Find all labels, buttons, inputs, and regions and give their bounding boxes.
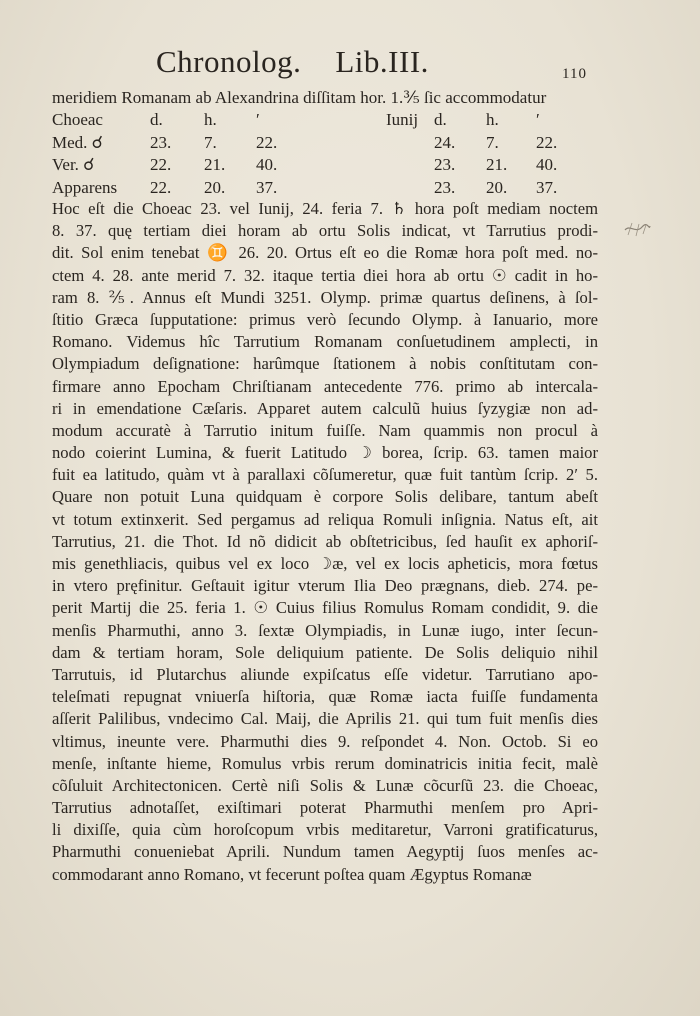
text-line: nodo coierint Lumina, & fuerit Latitudo ☽ borea, ſcrip. 63. tamen maior: [52, 443, 598, 463]
table-cell: h.: [486, 110, 499, 130]
text-line: fuit ea latitudo, quàm vt à parallaxi cõſumeretur, quæ fuit tantùm ſcrip. 2ʹ 5.: [52, 465, 598, 485]
conjunction-table: [52, 109, 596, 199]
text-line: modum accuratè à Tarrutio initum fuiſſe. Nam quammis non procul à: [52, 420, 598, 440]
intro-line: meridiem Romanam ab Alexandrina diſſitam hor. 1.⅗ ſic accommodatur: [52, 88, 547, 107]
text-line: Romano. Videmus hîc Tarrutium Romanam conſuetudinem amplecti, in: [52, 332, 598, 352]
table-cell: Apparens: [52, 178, 118, 198]
text-line: dam & tertiam horam, Sole deliquium patiente. De Solis deliquio nihil: [52, 642, 598, 662]
text-line: 8. 37. quę tertiam diei horam ab ortu Solis indicat, vt Tarrutius prodi-: [52, 221, 598, 241]
marginal-ink-mark: [622, 218, 652, 240]
table-cell: h.: [204, 110, 217, 130]
text-line: ri in emendatione Cæſaris. Apparet autem calculũ huius ſyzygiæ non ad-: [52, 398, 598, 418]
table-cell: 22.: [256, 132, 278, 152]
text-line: ſtitio Græca ſupputatione: primus verò ſecundo Olymp. à Ianuario, more: [52, 309, 598, 329]
text-line: dit. Sol enim tenebat ♊ 26. 20. Ortus eſt eo die Romæ hora poſt med. no-: [52, 243, 598, 263]
table-cell: ʹ: [256, 110, 260, 130]
table-cell: [386, 154, 434, 177]
text-line: menſe, inſtante hieme, Romulus vrbis rerum dominatricis initia fecit, malè: [52, 753, 598, 773]
page-header: [0, 44, 700, 88]
table-cell: d.: [434, 110, 447, 130]
table-cell: Ver. ☌: [52, 155, 95, 175]
running-title: Chronolog.: [156, 44, 302, 79]
table-row: [52, 132, 596, 155]
table-cell: Med. ☌: [52, 132, 104, 152]
table-cell: 7.: [486, 132, 499, 152]
text-line: Olympiadum deſignatione: harûmque ſtationem à nobis conſtitutam con-: [52, 354, 598, 374]
text-line: Quare non potuit Luna quidquam è corpore Solis delibare, tantum abeſt: [52, 487, 598, 507]
table-row: [52, 109, 596, 132]
text-line: Tarrutius adnotaſſet, exiſtimari poterat Pharmuthi menſem pro Apri-: [52, 798, 598, 818]
table-cell: 20.: [204, 178, 226, 198]
text-line: Tarrutius, 21. die Thot. Id nõ didicit ab obſtetricibus, ſed hauſit ex aphoriſ-: [52, 531, 598, 551]
text-line: in vtero pręfinitur. Geſtauit igitur vterum Ilia Deo prægnans, dieb. 274. pe-: [52, 576, 598, 596]
table-cell: [386, 177, 434, 200]
text-line: mis genethliacis, quibus vel ex loco ☽æ, vel ex locis apheticis, mora fœtus: [52, 554, 598, 573]
text-line: aſſerit Palilibus, vndecimo Cal. Maij, die Aprilis 21. qui tum fuit menſis dies: [52, 709, 598, 729]
table-cell: 23.: [434, 178, 456, 198]
table-cell: 37.: [256, 178, 278, 198]
running-head: [156, 44, 429, 80]
table-row: [52, 177, 596, 200]
table-cell: 22.: [150, 178, 172, 198]
table-cell: 21.: [486, 155, 508, 175]
text-line: cõſuluit Architectonicen. Certè niſi Solis & Lunæ cõcurſũ 23. die Choeac,: [52, 775, 598, 795]
text-line: menſis Pharmuthi, anno 3. ſextæ Olympiadis, in Lunæ iugo, inter ſecun-: [52, 620, 598, 640]
text-line: Hoc eſt die Choeac 23. vel Iunij, 24. feria 7. ♄ hora poſt mediam noctem: [52, 199, 598, 218]
table-cell: 23.: [150, 132, 172, 152]
table-cell: 20.: [486, 178, 508, 198]
text-line: ctem 4. 28. ante merid 7. 32. itaque tertia diei hora ab ortu ☉ cadit in ho-: [52, 265, 598, 285]
table-cell: 21.: [204, 155, 226, 175]
text-line: Tarrutuis, id Plutarchus aliunde expiſcatus eſſe videtur. Tarrutiano apo-: [52, 664, 598, 684]
table-cell: 37.: [536, 178, 558, 198]
text-line: teleſmati repugnat vniuerſa hiſtoria, quæ Romæ iacta fuiſſe fundamenta: [52, 687, 598, 707]
table-cell: [386, 132, 434, 155]
text-line: li dixiſſe, quia cùm horoſcopum vrbis meditaretur, Varroni gratificaturus,: [52, 820, 598, 840]
table-cell: Iunij: [386, 110, 419, 130]
text-line: perit Martij die 25. feria 1. ☉ Cuius filius Romulus Romam condidit, 9. die: [52, 598, 598, 618]
body-text: [52, 198, 598, 886]
text-line: ram 8. ⅖. Annus eſt Mundi 3251. Olymp. primæ quartus deſinens, à ſol-: [52, 287, 598, 307]
text-line: vt totum extinxerit. Sed pergamus ad reliqua Romuli inſignia. Natus eſt, ait: [52, 509, 598, 529]
table-cell: Choeac: [52, 110, 103, 130]
table-cell: 23.: [434, 155, 456, 175]
text-line: commodarant anno Romano, vt fecerunt poſtea quam Ægyptus Romanæ: [52, 864, 532, 884]
table-cell: 22.: [536, 132, 558, 152]
text-line: vltimus, ineunte vere. Pharmuthi dies 9. reſpondet 4. Non. Octob. Si eo: [52, 731, 598, 751]
page-number: 110: [562, 66, 587, 82]
table-cell: 24.: [434, 132, 456, 152]
table-cell: 7.: [204, 132, 217, 152]
table-cell: ʹ: [536, 110, 540, 130]
book-number: Lib.III.: [335, 44, 429, 79]
table-cell: d.: [150, 110, 163, 130]
table-cell: 40.: [536, 155, 558, 175]
text-line: firmare anno Epocham Chriſtianam antecedente 776. primo ab intercala-: [52, 376, 598, 396]
text-line: Pharmuthi conueniebat Aprili. Nundum tamen Aegyptij ſuos menſes ac-: [52, 842, 598, 862]
table-row: [52, 154, 596, 177]
table-cell: 40.: [256, 155, 278, 175]
table-cell: 22.: [150, 155, 172, 175]
